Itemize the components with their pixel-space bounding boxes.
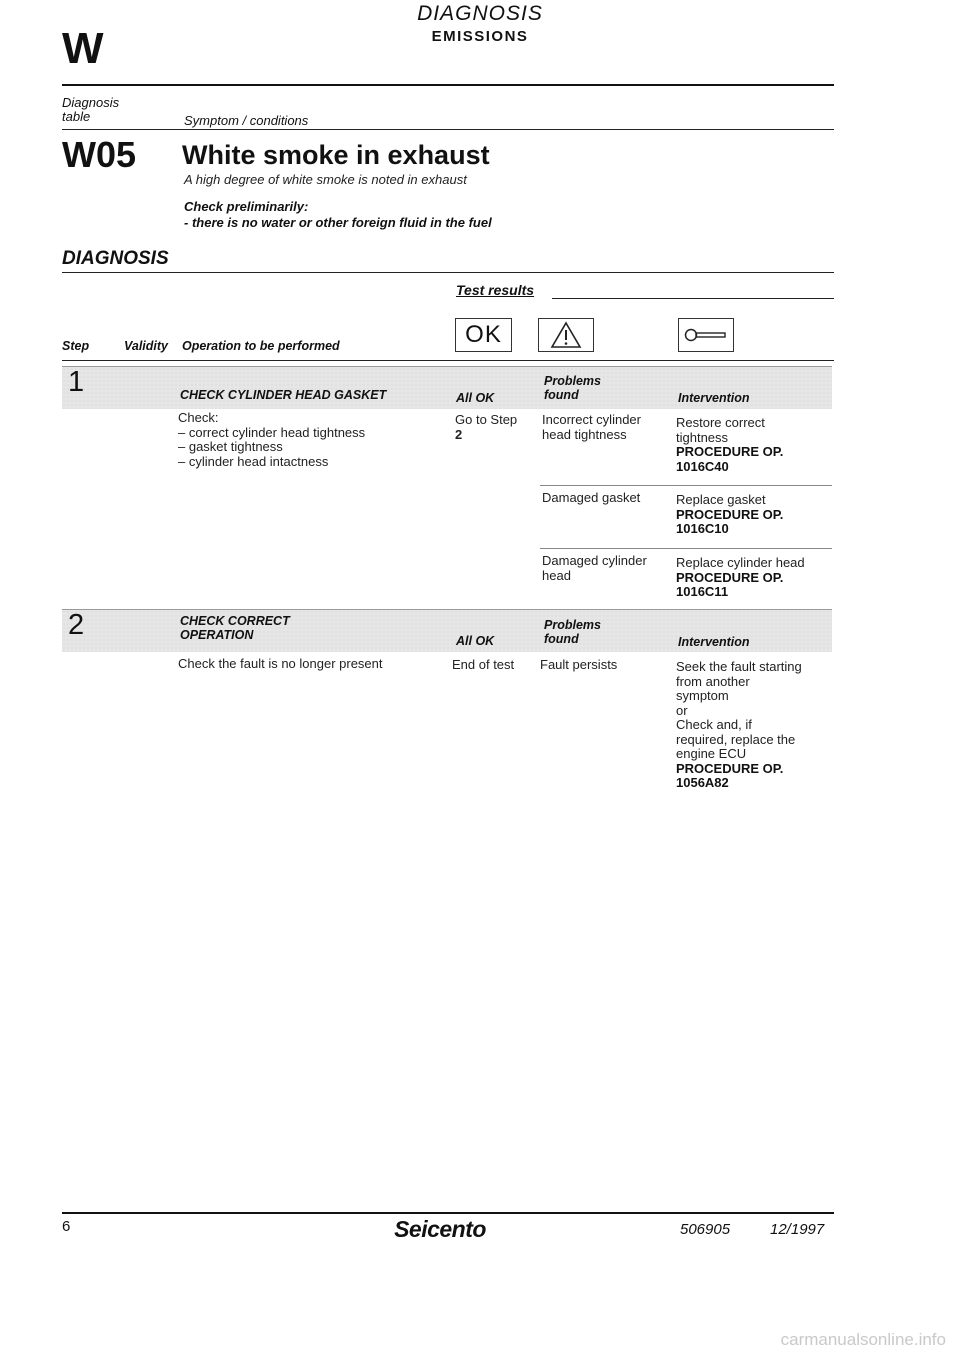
step-1-problems-found — [544, 374, 601, 402]
step-1-all-ok: All OK — [456, 391, 495, 405]
action-line: tightness — [676, 429, 729, 445]
test-results-divider — [552, 298, 834, 299]
problem-line: head — [542, 567, 571, 583]
step-1-ok-result — [455, 413, 517, 442]
action-line: Check and, if — [676, 717, 752, 732]
procedure-code: 1016C10 — [676, 521, 729, 536]
watermark: carmanualsonline.info — [780, 1330, 946, 1349]
warning-triangle-icon — [538, 318, 594, 352]
procedure-label: PROCEDURE OP. — [676, 760, 784, 776]
step-2-check: Check the fault is no longer present — [178, 656, 383, 671]
brand-logo: Seicento — [394, 1216, 486, 1242]
step-2-intervention: Intervention — [678, 635, 750, 649]
procedure-label: PROCEDURE OP. — [676, 506, 784, 522]
symptom-code: W05 — [62, 134, 137, 175]
action-line: Replace cylinder head — [676, 555, 805, 570]
step-1-action-2 — [676, 493, 783, 537]
procedure-code: 1016C40 — [676, 458, 729, 474]
step-2-problem: Fault persists — [540, 657, 618, 672]
diagnosis-table-label — [62, 96, 119, 124]
preliminary-check-title: Check preliminarily: — [184, 199, 309, 214]
step-1-check — [178, 411, 365, 469]
header-divider — [62, 84, 834, 86]
step-1-intervention: Intervention — [678, 391, 750, 405]
step-1-operation: CHECK CYLINDER HEAD GASKET — [180, 388, 387, 402]
step-1-problem-2 — [542, 491, 640, 506]
step-2-all-ok: All OK — [456, 634, 495, 648]
action-line: or — [676, 702, 688, 718]
diagnosis-divider — [62, 272, 834, 273]
step-1-action-3 — [676, 556, 805, 600]
ok-icon — [455, 318, 512, 352]
problem-line: Damaged gasket — [542, 490, 641, 505]
problem-divider — [540, 548, 832, 549]
problem-divider — [540, 485, 832, 486]
document-code: 506905 — [680, 1221, 731, 1238]
symptom-conditions-label: Symptom / conditions — [184, 113, 309, 128]
step-2-ok-result: End of test — [452, 657, 515, 672]
diagnosis-table-label-line1: Diagnosis — [62, 95, 120, 110]
step-2-problems-line2: found — [544, 632, 579, 646]
procedure-code: 1016C11 — [676, 584, 729, 599]
labels-divider — [62, 129, 834, 130]
test-results-label: Test results — [456, 282, 535, 298]
step-2-operation-line1: CHECK CORRECT — [180, 614, 290, 628]
action-line: symptom — [676, 688, 729, 703]
symptom-title: White smoke in exhaust — [182, 140, 490, 170]
table-header-divider — [62, 360, 834, 361]
step-1-check-line: – gasket tightness — [178, 439, 283, 454]
wrench-icon-glyph — [683, 324, 729, 346]
step-2-operation-line2: OPERATION — [180, 628, 254, 642]
section-letter: W — [62, 24, 104, 73]
diagnosis-heading: DIAGNOSIS — [62, 248, 169, 269]
step-1-check-line: Check: — [178, 410, 219, 425]
action-line: Seek the fault starting — [676, 659, 802, 674]
column-step: Step — [62, 339, 90, 353]
procedure-label: PROCEDURE OP. — [676, 444, 784, 459]
document-date: 12/1997 — [770, 1221, 825, 1238]
step-1-action-1 — [676, 416, 783, 474]
diagnosis-table-label-line2: table — [62, 109, 91, 124]
action-line: Restore correct — [676, 415, 765, 430]
procedure-code: 1056A82 — [676, 775, 729, 790]
column-operation: Operation to be performed — [182, 339, 340, 353]
column-validity: Validity — [124, 339, 168, 353]
action-line: required, replace the — [676, 731, 796, 747]
preliminary-check-item: - there is no water or other foreign fluid in the fuel — [184, 215, 492, 230]
step-1-problems-line2: found — [544, 388, 579, 402]
warning-triangle-icon-glyph — [550, 321, 582, 349]
step-2-operation — [180, 614, 290, 642]
symptom-description: A high degree of white smoke is noted in exhaust — [184, 172, 467, 187]
step-1-check-line: – cylinder head intactness — [178, 453, 329, 469]
step-1-problem-3 — [542, 554, 647, 583]
step-2-action — [676, 660, 802, 791]
step-1-ok-result-step: 2 — [455, 426, 463, 442]
problem-line: Incorrect cylinder — [542, 412, 641, 427]
step-2-number: 2 — [68, 609, 85, 641]
step-2-problems-line1: Problems — [544, 618, 601, 632]
step-2-problems-found — [544, 618, 601, 646]
step-1-problems-line1: Problems — [544, 374, 601, 388]
procedure-label: PROCEDURE OP. — [676, 569, 784, 585]
action-line: Replace gasket — [676, 492, 766, 507]
step-1-number: 1 — [68, 366, 85, 398]
step-1-problem-1 — [542, 413, 641, 442]
step-1-ok-result-line1: Go to Step — [455, 412, 518, 427]
problem-line: head tightness — [542, 426, 627, 442]
wrench-icon — [678, 318, 734, 352]
action-line: from another — [676, 673, 750, 689]
page-subtitle: EMISSIONS — [431, 28, 529, 45]
action-line: engine ECU — [676, 746, 747, 761]
footer-divider — [62, 1212, 834, 1214]
step-1-check-line: – correct cylinder head tightness — [178, 424, 366, 440]
page-title: DIAGNOSIS — [417, 2, 543, 25]
ok-icon-label: OK — [465, 321, 502, 348]
page-number: 6 — [62, 1218, 71, 1235]
problem-line: Damaged cylinder — [542, 553, 647, 568]
